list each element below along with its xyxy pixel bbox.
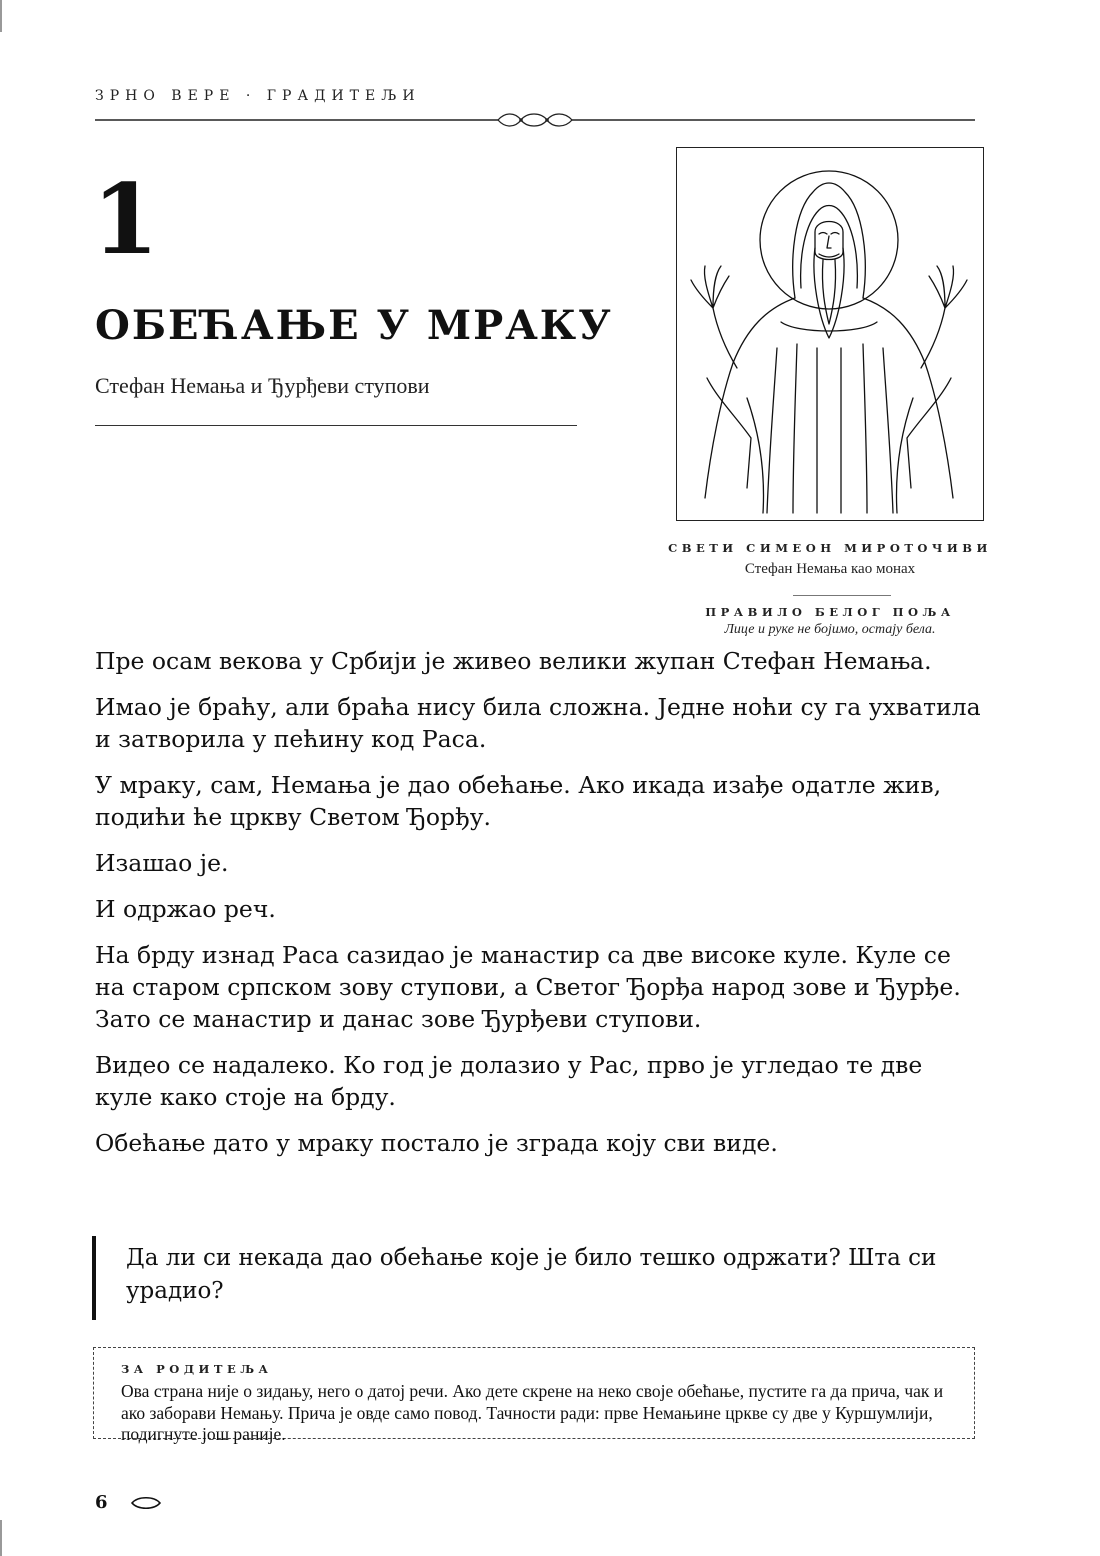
chapter-number: 1 xyxy=(92,163,159,276)
coloring-rule-text: Лице и руке не бојимо, остају бела. xyxy=(724,622,936,637)
story-paragraph: Изашао је. xyxy=(95,849,229,877)
reflection-question-box xyxy=(92,1236,972,1320)
story-text xyxy=(95,645,985,1173)
caption-divider xyxy=(793,595,891,596)
page-number: 6 xyxy=(95,1492,108,1513)
chapter-title: ОБЕЋАЊЕ У МРАКУ xyxy=(95,302,613,349)
reflection-question: Да ли си некада дао обећање које је било тешко одржати? Шта си урадио? xyxy=(126,1245,937,1304)
illustration-caption-title: СВЕТИ СИМЕОН МИРОТОЧИВИ xyxy=(668,541,992,555)
story-paragraph: На брду изнад Раса сазидао је манастир са две високе куле. Куле се на старом српском зову ступови, а Светог Ђорђа народ зове и Ђурђе. Зато се манастир и данас зове Ђурђеви ступови. xyxy=(95,941,961,1033)
crop-mark-top xyxy=(0,0,2,32)
story-paragraph: Имао је браћу, али браћа нису била сложна. Једне ноћи су га ухватила и затворила у пећину код Раса. xyxy=(95,693,981,753)
story-paragraph: Обећање дато у мраку постало је зграда коју сви виде. xyxy=(95,1129,778,1157)
vine-scroll-ornament-icon xyxy=(95,110,975,130)
for-parents-title: ЗА РОДИТЕЉА xyxy=(121,1362,273,1376)
chapter-subtitle: Стефан Немања и Ђурђеви ступови xyxy=(95,373,430,398)
story-paragraph: Видео се надалеко. Ко год је долазио у Рас, прво је угледао те две куле како стоје на брду. xyxy=(95,1051,923,1111)
story-paragraph: И одржао реч. xyxy=(95,895,276,923)
saint-line-drawing-icon xyxy=(677,148,983,520)
for-parents-text: Ова страна није о зидању, него о датој речи. Ако дете скрене на неко своје обећање, пустите га да прича, чак и ако заборави Немању. Прича је овде само повод. Тачности ради: прве Немањине цркве су две у Куршумлији, подигнуте још раније. xyxy=(121,1381,944,1444)
for-parents-box xyxy=(93,1347,975,1444)
oval-leaf-ornament-icon xyxy=(130,1496,162,1510)
illustration-caption-subtitle: Стефан Немања као монах xyxy=(744,561,916,577)
crop-mark-bottom xyxy=(0,1520,2,1556)
story-paragraph: У мраку, сам, Немања је дао обећање. Ако икада изађе одатле жив, подићи ће цркву Светом Ђорђу. xyxy=(95,771,942,831)
story-paragraph: Пре осам векова у Србији је живео велики жупан Стефан Немања. xyxy=(95,647,932,675)
running-head: ЗРНО ВЕРЕ · ГРАДИТЕЉИ xyxy=(95,88,421,104)
coloring-rule-title: ПРАВИЛО БЕЛОГ ПОЉА xyxy=(705,605,955,619)
title-divider xyxy=(95,425,577,426)
illustration-frame xyxy=(676,147,984,521)
